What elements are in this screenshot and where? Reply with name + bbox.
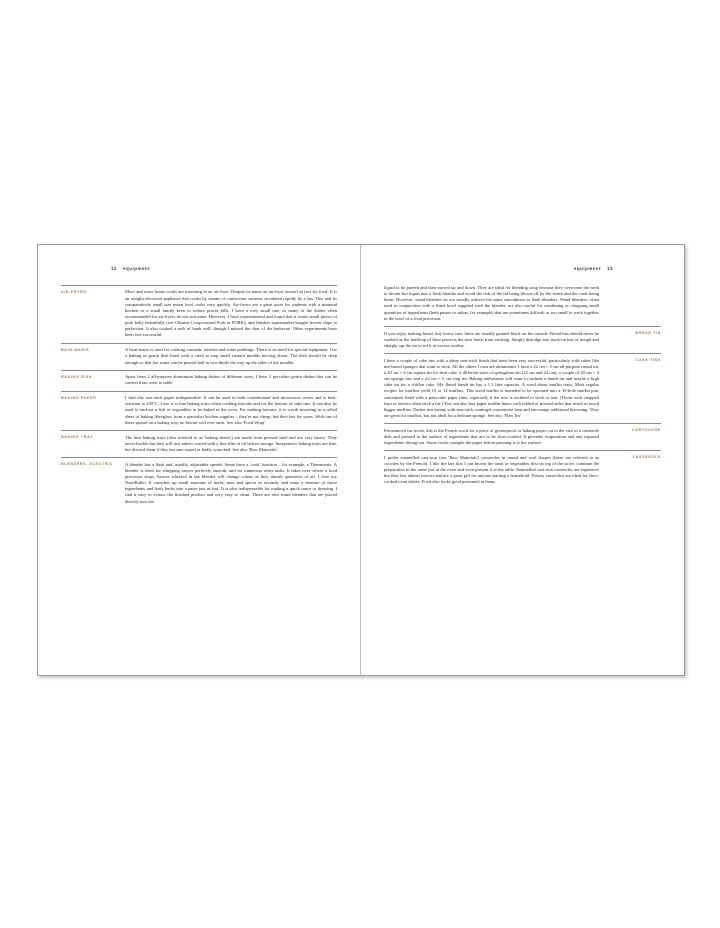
page-right-content bbox=[361, 245, 684, 675]
entry-body: A bain-marie is used for cooking custards, terrines and some puddings. There is no need for special equipment. Use a baking or gratin dish lined with a cloth to stop small custard moulds moving about. The dish should be deep enough so that hot water can be poured half to two-thirds the way up the sides of the moulds. bbox=[125, 347, 337, 365]
entry-body: A blender has a flask and, usually, adjustable speeds. Some have a 'cook' function – for example, a Thermomix. A blender is ideal for whipping sauces perfectly smooth, and for numerous other tasks. It takes over where a food processor stops. Sauces whizzed in the blender will change colour as they absorb quantities of air. I love my NutriBullet. It crunches up small amounts of herbs, nuts and spices in seconds, and turns a mixture of those ingredients and leafy herbs into a paste just as fast. It is also indispensable for making a quick sauce or dressing. I find it easy to extract the finished product and very easy to clean. There are also wand blenders that are placed directly into the bbox=[125, 461, 337, 504]
page-left bbox=[38, 245, 361, 675]
glossary-entry bbox=[384, 423, 661, 450]
glossary-entry bbox=[384, 326, 661, 353]
entry-body: If you enjoy making bread, buy heavy tins; these are usually painted black on the outside. Bread tins should never be washed as the build-up of flour protects the next batch from sticking. Simply dislodge any stuck-on bits of dough and sharply rap the tin to rid it of excess residue. bbox=[384, 330, 599, 348]
entry-body: Apart from 2 all-purpose aluminium baking dishes of different sizes, I have 2 porcelain gratin dishes that can be carried from oven to table. bbox=[125, 374, 337, 386]
entry-body: I find this non-stick paper indispensable. It can be used in both conventional and microwave ovens and is heat-resistant to 230°C. I use it to line baking trays when cooking biscuits and for the bottom of cake tins. It can also be used to enclose a fish or vegetables to be baked in the oven. For making biscuits, it is worth investing in a rolled sheet of baking fibreglass from a specialist kitchen supplier – they're not cheap, but they last for years. With one of these spread on a baking tray, no biscuit will ever stick. See also 'Food Wrap'. bbox=[125, 395, 337, 425]
glossary-entry bbox=[61, 370, 337, 391]
entry-term: CAKE TINS bbox=[635, 358, 661, 363]
glossary-entries-right bbox=[384, 285, 661, 490]
running-head-title-left: equipment bbox=[122, 266, 151, 271]
entry-term: BAKING PAPER bbox=[61, 395, 97, 400]
entry-term: BAKING TRAY bbox=[61, 435, 94, 440]
entry-body: I have a couple of cake tins with a shiny non-stick finish that have been very successful, particularly with cakes like nut-based sponges that want to stick. All the others I own are aluminium. I have a 22 cm × 5 cm all-purpose round tin, a 20 cm × 6 cm square tin for fruit cake, 2 different sizes of springform tin (22 cm and 24 cm), a couple of 20 cm × 4 cm sponge tins and a 22 cm × 5 cm ring tin. Baking enthusiasts will want to include a bundt tin and maybe a high cake tin for a chiffon cake. My fluted bundt tin has a 1.5 litre capacity. A word about muffin trays. Most regular recipes for muffins yield 10 or 12 muffins. This sized muffin is intended to be spooned into a 10-hole muffin pan, sometimes lined with a pattycake paper liner, especially if the mix is inclined to stick or tear. (Those with chopped fruit or berries often stick a bit.) You can also buy paper muffin liners with folded or pleated sides that result in much bigger muffins. Darker tins (many with non-stick coatings) concentrate heat and encourage additional browning. They are great for muffins, but not ideal for a delicate sponge. See also 'Flan Tin'. bbox=[384, 357, 599, 418]
entry-term: BLENDERS, ELECTRIC bbox=[61, 462, 113, 467]
page-right bbox=[361, 245, 684, 675]
glossary-entry-continued bbox=[384, 285, 661, 326]
entry-body: More and more home cooks are investing in an air-fryer. Despite its name an air-fryer doesn't in fact fry food. It is an airtight electrical appliance that cooks by means of convection currents circulated rapidly by a fan. This and its comparatively small size mean food cooks very quickly. Air-fryers are a great asset for students with a minimal kitchen or a small family keen to reduce power bills. I have a very small one, so many of the dishes often recommended for air-fryers do not suit mine. However, I have experimented and found that it roasts small pieces of pork belly beautifully (see Chinese Crisp-roasted Pork in PORK), and finishes supermarket-bought frozen chips to perfection. It also cooked a rack of lamb well, though I missed the char of the barbecue. Other experiments have been less successful. bbox=[125, 289, 337, 338]
entry-body: liquid to be puréed and then moved up and down. They are ideal for blending soup because they overcome the need to decant hot liquid into a flask blender and avoid the risk of the lid being blown off by the steam and the cook being burnt. However, wand blenders do not usually achieve the same smoothness as flask blenders. Wand blenders, often used in conjunction with a fitted bowl supplied with the blender, are also useful for combining or chopping small quantities of ingredients (herb pastes or salsas, for example) that are sometimes difficult or too small to work together in the bowl of a food processor. bbox=[384, 285, 599, 321]
folio-number-left: 12 bbox=[111, 266, 117, 271]
glossary-entry bbox=[384, 450, 661, 489]
running-head-left bbox=[61, 263, 337, 275]
entry-term: AIR-FRYER bbox=[61, 289, 87, 294]
glossary-entry bbox=[384, 353, 661, 423]
glossary-entry bbox=[61, 430, 337, 457]
entry-body: Pronounced car-toosh, this is the French word for a piece of greaseproof or baking paper cut to the size of a casserole dish and pressed to the surface of ingredients that are to be slow-cooked. It prevents evaporation and any exposed ingredients drying out. Some cooks crumple the paper before pressing it to the surface. bbox=[384, 427, 599, 446]
book-spread bbox=[37, 244, 685, 676]
folio-number-right: 13 bbox=[607, 266, 613, 271]
glossary-entry bbox=[61, 457, 337, 509]
glossary-entries-left bbox=[61, 285, 337, 509]
entry-term: BAKING DISH bbox=[61, 374, 93, 379]
glossary-entry bbox=[61, 391, 337, 430]
entry-term: BAIN-MARIE bbox=[61, 347, 90, 352]
page-left-content bbox=[38, 245, 360, 675]
glossary-entry bbox=[61, 285, 337, 343]
entry-body: The best baking trays (also referred to as 'baking sheets') are made from pressed steel and are very heavy. They never buckle but they will rust unless coated with a fine film of oil before storage. Inexpensive baking trays are fine, but discard them if they become rusted or badly scratched. See also 'Raw Materials'. bbox=[125, 434, 337, 452]
running-head-title-right: equipment bbox=[573, 266, 602, 271]
entry-body: I prefer enamelled cast-iron (see 'Raw Materials') casseroles in round and oval shapes (these are referred to as cocottes by the French). I like the fact that I can brown the meat or vegetables first on top of the stove, continue the preparation in the same pot in the oven and even present it at the table. Enamelled cast-iron casseroles are expensive but they last almost forever and are a great gift for anyone starting a household. Pottery casseroles are ideal for slow-cooked oven dishes. Food also looks good presented in them. bbox=[384, 454, 599, 485]
entry-term: CARTOUCHE bbox=[631, 428, 661, 433]
entry-term: BREAD TIN bbox=[635, 331, 661, 336]
running-head-right bbox=[384, 263, 661, 275]
glossary-entry bbox=[61, 343, 337, 370]
entry-term: CASSEROLE bbox=[632, 455, 661, 460]
